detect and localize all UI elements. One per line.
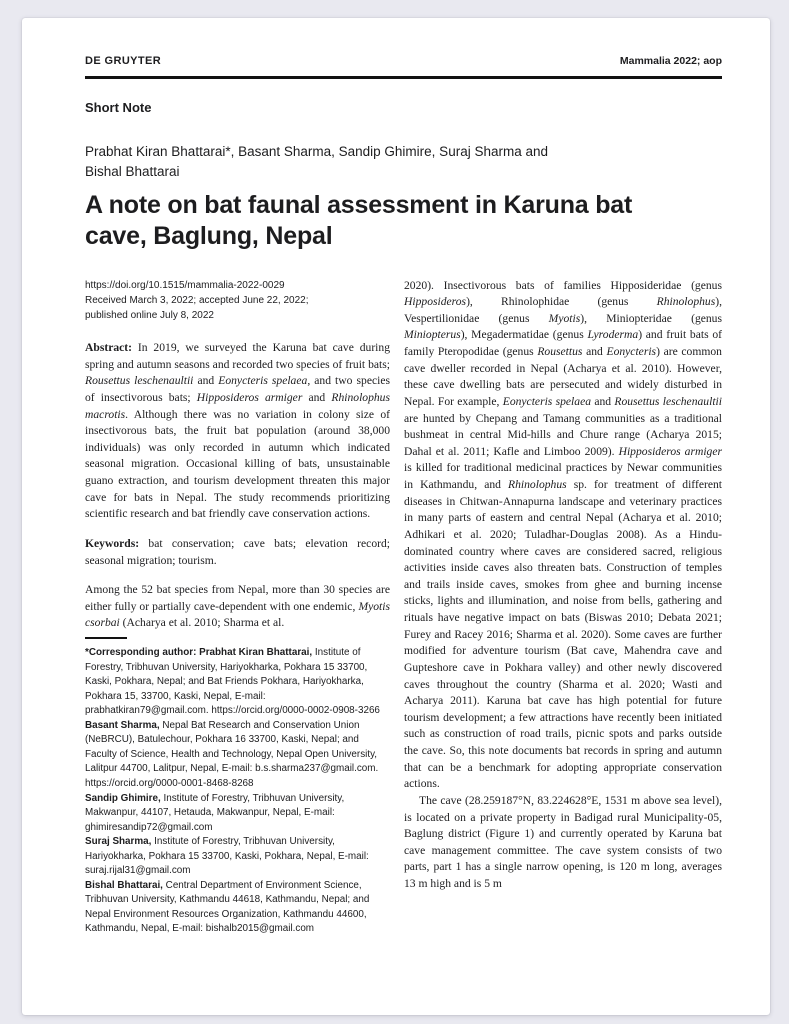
- footnote-rule: [85, 637, 127, 639]
- body-paragraph-2: The cave (28.259187°N, 83.224628°E, 1531 m above sea level), is located on a private property in Badigad rural Municipality-05, Baglung district (Figure 1) and currently operated by Karuna bat cave management committee. The cave system consists of two parts, part 1 has a single narrow opening, is 120 m long, averages 13 m high and is 5 m: [404, 793, 722, 890]
- article-title: A note on bat faunal assessment in Karuna bat cave, Baglung, Nepal: [85, 190, 633, 250]
- left-column: [85, 278, 390, 938]
- intro-paragraph: Among the 52 bat species from Nepal, more than 30 species are either fully or partially cave-dependent with one endemic, Myotis csorbai (Acharya et al. 2010; Sharma et al.: [85, 583, 390, 630]
- author-line-2: Bishal Bhattarai: [85, 164, 180, 180]
- abstract-paragraph: Abstract: In 2019, we surveyed the Karuna bat cave during spring and autumn seasons and recorded two species of fruit bats; Rousettus leschenaultii and Eonycteris spelaea, and two species of insectivorous bats; Hipposideros armiger and Rhinolophus macrotis. Although there was no variation in colony size of insectivorous bats, the fruit bat population (around 38,000 individuals) was only recorded in autumn which indicated seasonal migration. Occasional killing of bats, unsustainable guano extraction, and tourism development threaten this major cave for bats in Nepal. The study recommends prioritizing scientific research and bat friendly cave conservation actions.: [85, 341, 390, 521]
- author-line-1: Prabhat Kiran Bhattarai*, Basant Sharma, Sandip Ghimire, Suraj Sharma and: [85, 144, 548, 159]
- paper-page: [22, 18, 770, 1015]
- footnotes-block: [85, 646, 390, 937]
- two-column-body: [85, 278, 722, 938]
- header-rule: [85, 76, 722, 79]
- body-paragraph-1: 2020). Insectivorous bats of families Hipposideridae (genus Hipposideros), Rhinolophidae (genus Rhinolophus), Vespertilionidae (genus Myotis), Miniopteridae (genus Miniopterus), Megadermatidae (genus Lyroderma) and fruit bats of family Pteropodidae (genus Rousettus and Eonycteris) are common cave dweller recorded in Nepal (Acharya et al. 2010). However, these cave dwelling bats are persecuted and widely disturbed in Nepal. For example, Eonycteris spelaea and Rousettus leschenaultii are hunted by Chepang and Tamang communities as a traditional bushmeat in central Mid-hills and Chure range (Acharya 2015; Dahal et al. 2011; Kafle and Limboo 2009). Hipposideros armiger is killed for traditional medicinal practices by Newar communities in Kathmandu, and Rhinolophus sp. for treatment of different diseases in Chitwan-Annapurna landscape and veterinary practices in many parts of eastern and central Nepal (Acharya et al. 2010; Adhikari et al. 2020; Tuladhar-Douglas 2008). As a Hindu-dominated country where caves are considered sacred, religious activities inside caves also threaten bats. Construction of temples and trails inside caves, smokes from ghee and burning incense sticks, lights and illumination, and noise from bells, gathering and rituals have negative impact on bats (Biswas 2010; Debata 2021; Furey and Racey 2016; Sharma et al. 2020). Some caves are further modified for adventure tourism (Bat cave, Mahendra cave and Gupteshore cave in Pokhara valley) and other newly discovered caves throughout the country (Sharma et al. 2020; Wasti and Acharya 2011). Karuna bat cave has high potential for future tourism development; a few attractions have recently been initiated such as construction of road trails, picnic spots and parks outside the cave. So, this note documents bat records in spring and autumn that can be a benchmark for adopting appropriate conservation actions.: [404, 278, 723, 791]
- article-meta: [85, 278, 390, 324]
- journal-citation: Mammalia 2022; aop: [619, 55, 722, 67]
- keywords-paragraph: Keywords: bat conservation; cave bats; elevation record; seasonal migration; tourism.: [85, 536, 390, 567]
- published-date: published online July 8, 2022: [85, 309, 214, 321]
- article-type-label: Short Note: [85, 100, 152, 115]
- footnote-corresponding-author: *Corresponding author: Prabhat Kiran Bhattarai, Institute of Forestry, Tribhuvan University, Hariyokharka, Pokhara 15 33700, Kaski, Pokhara, Nepal; and Bat Friends Pokhara, Hariyokharka, Pokhara 15, 33700, Kaski, Nepal, E-mail: prabhatkiran79@gmail.com. https://orcid.org/0000-0002-0908-3266: [85, 647, 380, 717]
- footnote-author-bishal-bhattarai: Bishal Bhattarai, Central Department of Environment Science, Tribhuvan University, Kathmandu 44618, Kathmandu, Nepal; and Nepal Environment Resources Organization, Kathmandu 44600, Kathmandu, Nepal, E-mail: bishalb2015@gmail.com: [85, 879, 370, 935]
- running-header: [85, 55, 722, 67]
- footnote-author-sandip-ghimire: Sandip Ghimire, Institute of Forestry, Tribhuvan University, Makwanpur, 44107, Hetauda, Makwanpur, Nepal, E-mail: ghimiresandip72@gmail.com: [85, 792, 345, 833]
- doi-link: https://doi.org/10.1515/mammalia-2022-0029: [85, 279, 285, 291]
- author-list: [85, 142, 722, 183]
- received-accepted-dates: Received March 3, 2022; accepted June 22, 2022;: [85, 294, 309, 306]
- footnote-author-basant-sharma: Basant Sharma, Nepal Bat Research and Conservation Union (NeBRCU), Batulechour, Pokhara 16 33700, Kaski, Nepal; and Faculty of Science, Health and Technology, Nepal Open University, Lalitpur 44700, Lalitpur, Nepal, E-mail: b.s.sharma237@gmail.com. https://orcid.org/0000-0001-8468-8268: [85, 719, 379, 789]
- right-column: [404, 278, 722, 938]
- footnote-author-suraj-sharma: Suraj Sharma, Institute of Forestry, Tribhuvan University, Hariyokharka, Pokhara 15 33700, Kaski, Pokhara, Nepal, E-mail: suraj.rijal31@gmail.com: [85, 836, 369, 877]
- publisher-name: DE GRUYTER: [85, 55, 162, 67]
